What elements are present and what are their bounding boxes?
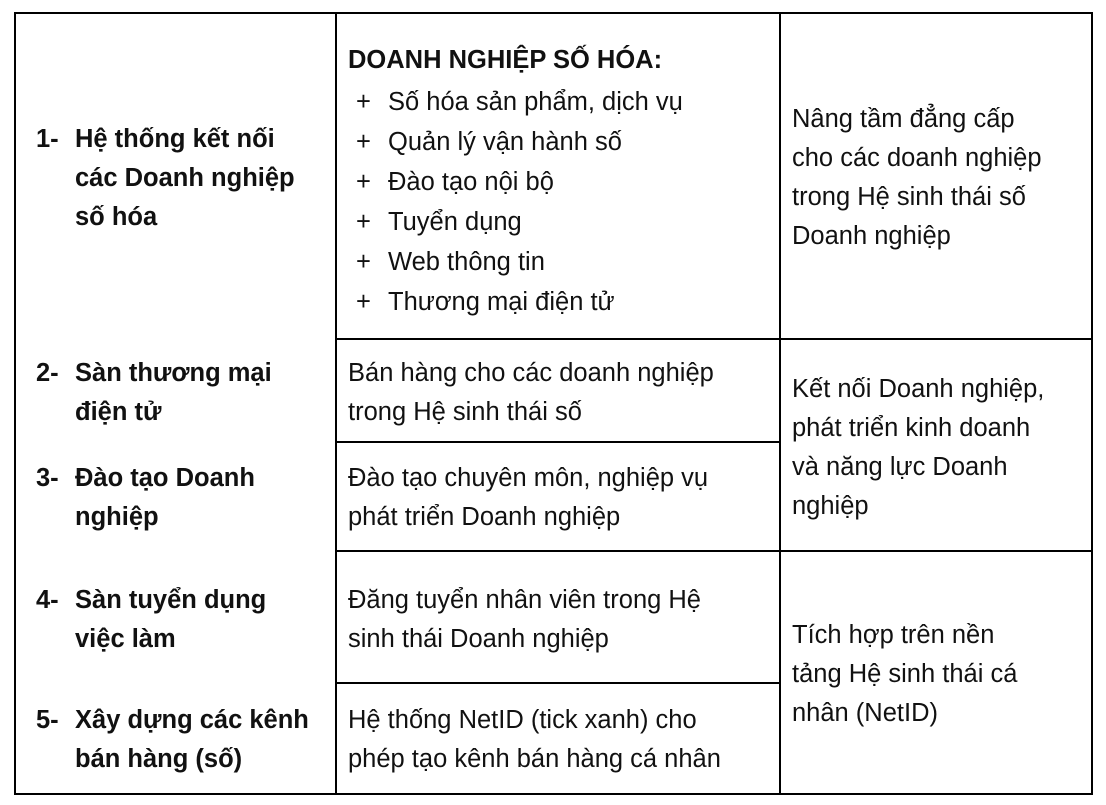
benefit-text: Kết nối Doanh nghiệp, bbox=[792, 375, 1045, 403]
item-number: 4- bbox=[36, 586, 59, 614]
label-line: các Doanh nghiệp bbox=[75, 164, 295, 192]
feature-cell-2 bbox=[348, 354, 714, 432]
list-item bbox=[348, 282, 683, 322]
item-label bbox=[75, 581, 266, 659]
label-line: số hóa bbox=[75, 203, 158, 231]
column-divider-2 bbox=[779, 12, 781, 795]
row-divider-2 bbox=[335, 441, 781, 443]
feature-cell-1 bbox=[348, 38, 683, 322]
list-item bbox=[348, 122, 683, 162]
item-number: 3- bbox=[36, 464, 59, 492]
label-line: Sàn thương mại bbox=[75, 359, 272, 387]
feature-cell-4 bbox=[348, 581, 701, 659]
benefit-text: phát triển kinh doanh bbox=[792, 414, 1031, 442]
feature-text: phát triển Doanh nghiệp bbox=[348, 503, 621, 531]
bullet-text: Số hóa sản phẩm, dịch vụ bbox=[388, 88, 683, 116]
feature-text: sinh thái Doanh nghiệp bbox=[348, 625, 609, 653]
feature-text: Bán hàng cho các doanh nghiệp bbox=[348, 359, 714, 387]
feature-cell-5 bbox=[348, 701, 721, 779]
item-label bbox=[75, 120, 295, 237]
benefit-cell-2 bbox=[792, 370, 1044, 526]
label-line: điện tử bbox=[75, 398, 162, 426]
label-line: Hệ thống kết nối bbox=[75, 125, 275, 153]
feature-text: Đăng tuyển nhân viên trong Hệ bbox=[348, 586, 701, 614]
benefit-text: Doanh nghiệp bbox=[792, 222, 951, 250]
column-divider-1 bbox=[335, 12, 337, 795]
list-item bbox=[348, 202, 683, 242]
feature-text: Đào tạo chuyên môn, nghiệp vụ bbox=[348, 464, 709, 492]
table-border-right bbox=[1091, 12, 1093, 795]
bullet-text: Quản lý vận hành số bbox=[388, 128, 622, 156]
benefit-cell-3 bbox=[792, 616, 1017, 733]
row-divider-4 bbox=[335, 682, 781, 684]
label-line: bán hàng (số) bbox=[75, 745, 243, 773]
feature-cell-3 bbox=[348, 459, 708, 537]
bullet-text: Web thông tin bbox=[388, 248, 545, 276]
label-line: Xây dựng các kênh bbox=[75, 706, 309, 734]
row-divider-1 bbox=[335, 338, 1093, 340]
plus-icon: + bbox=[356, 288, 371, 316]
bullet-text: Đào tạo nội bộ bbox=[388, 168, 554, 196]
feature-text: trong Hệ sinh thái số bbox=[348, 398, 582, 426]
benefit-text: tảng Hệ sinh thái cá bbox=[792, 660, 1018, 688]
label-line: Đào tạo Doanh bbox=[75, 464, 255, 492]
label-line: Sàn tuyển dụng bbox=[75, 586, 267, 614]
bullet-text: Tuyển dụng bbox=[388, 208, 522, 236]
benefit-text: và năng lực Doanh bbox=[792, 453, 1008, 481]
item-label bbox=[75, 701, 309, 779]
item-label bbox=[75, 354, 272, 432]
left-column bbox=[14, 12, 335, 795]
item-number: 1- bbox=[36, 125, 59, 153]
item-label bbox=[75, 459, 255, 537]
benefit-cell-1 bbox=[792, 100, 1042, 256]
plus-icon: + bbox=[356, 248, 371, 276]
benefit-text: cho các doanh nghiệp bbox=[792, 144, 1042, 172]
feature-text: Hệ thống NetID (tick xanh) cho bbox=[348, 706, 697, 734]
benefit-text: trong Hệ sinh thái số bbox=[792, 183, 1026, 211]
benefit-text: Nâng tầm đẳng cấp bbox=[792, 105, 1015, 133]
list-item bbox=[348, 162, 683, 202]
feature-heading: DOANH NGHIỆP SỐ HÓA: bbox=[348, 46, 663, 74]
row-divider-3 bbox=[335, 550, 1093, 552]
list-item bbox=[348, 242, 683, 282]
list-item bbox=[348, 82, 683, 122]
plus-icon: + bbox=[356, 168, 371, 196]
benefit-text: nghiệp bbox=[792, 492, 869, 520]
benefit-text: Tích hợp trên nền bbox=[792, 621, 995, 649]
bullet-text: Thương mại điện tử bbox=[388, 288, 615, 316]
plus-icon: + bbox=[356, 88, 371, 116]
plus-icon: + bbox=[356, 208, 371, 236]
item-number: 2- bbox=[36, 359, 59, 387]
label-line: nghiệp bbox=[75, 503, 159, 531]
label-line: việc làm bbox=[75, 625, 176, 653]
feature-text: phép tạo kênh bán hàng cá nhân bbox=[348, 745, 721, 773]
plus-icon: + bbox=[356, 128, 371, 156]
ecosystem-table bbox=[14, 12, 1093, 795]
item-number: 5- bbox=[36, 706, 59, 734]
benefit-text: nhân (NetID) bbox=[792, 699, 938, 727]
